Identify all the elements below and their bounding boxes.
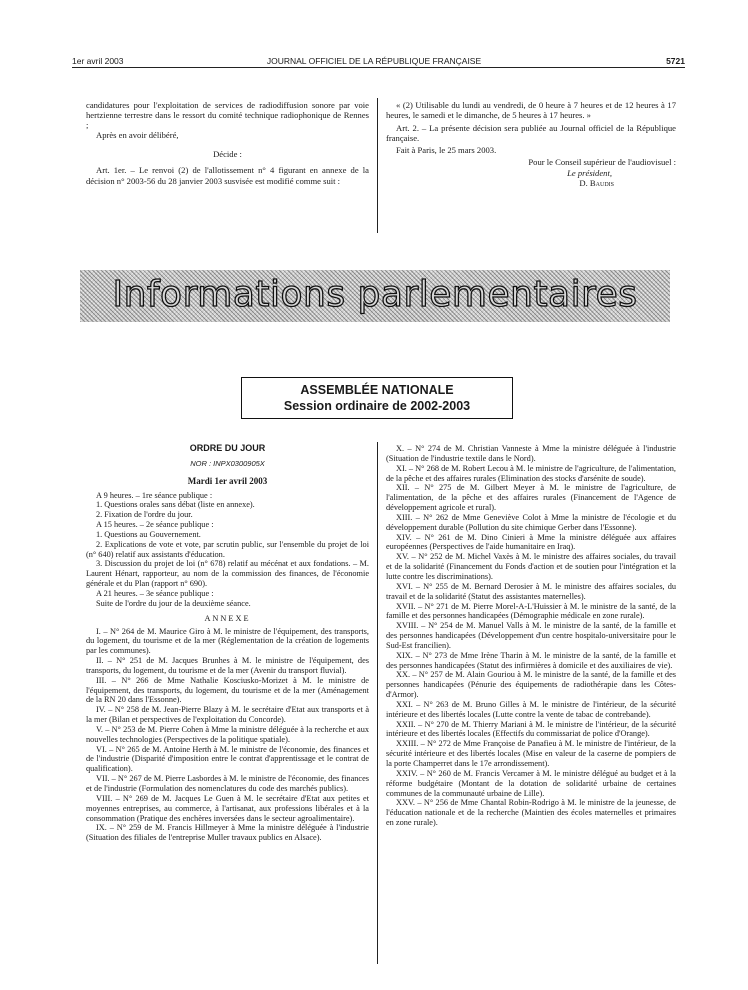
question-item: II. – N° 251 de M. Jacques Brunhes à M. le ministre de l'équipement, des transports, du logement, du tourisme et de la mer (Avenir du transport fluvial). bbox=[86, 656, 369, 675]
top-right-column bbox=[386, 100, 676, 188]
top-right-council: Pour le Conseil supérieur de l'audiovisuel : bbox=[528, 157, 676, 168]
main-column-divider bbox=[377, 442, 378, 964]
banner-title: Informations parlementaires bbox=[112, 274, 638, 315]
question-item: XVI. – N° 255 de M. Bernard Derosier à M. le ministre des affaires sociales, du travail et de la solidarité (Statut des assistantes maternelles). bbox=[386, 581, 676, 601]
question-item: VII. – N° 267 de M. Pierre Lasbordes à M. le ministre de l'économie, des finances et de l'industrie (Formulation des nomenclatures du code des marchés publics). bbox=[86, 774, 369, 793]
seance-3-item: Suite de l'ordre du jour de la deuxième séance. bbox=[96, 598, 251, 608]
seance-2-heading: A 15 heures. – 2e séance publique : bbox=[96, 520, 214, 530]
header-date: 1er avril 2003 bbox=[72, 56, 124, 66]
question-item: XVIII. – N° 254 de M. Manuel Valls à M. le ministre de la santé, de la famille et des personnes handicapées (Développement d'un centre hospitalo-universitaire pour le Sud-Est francilien). bbox=[386, 621, 676, 650]
seance-1-item-2: 2. Fixation de l'ordre du jour. bbox=[96, 510, 193, 520]
question-item: XXI. – N° 263 de M. Bruno Gilles à M. le ministre de l'intérieur, de la sécurité intérieure et des libertés locales (Lutte contre la vente de tabac de contrebande). bbox=[386, 699, 676, 719]
question-item: XXIII. – N° 272 de Mme Françoise de Panafieu à M. le ministre de l'intérieur, de la sécurité intérieure et des libertés locales (Mise en valeur de la caserne de pompiers de la porte Champerret dans le 17e arrondissement). bbox=[386, 739, 676, 768]
seance-1-heading: A 9 heures. – 1re séance publique : bbox=[96, 490, 213, 500]
question-item: I. – N° 264 de M. Maurice Giro à M. le ministre de l'équipement, des transports, du logement, du tourisme et de la mer (Réglementation de la création de logements par les communes). bbox=[86, 626, 369, 656]
ordre-du-jour-heading: ORDRE DU JOUR bbox=[189, 443, 266, 453]
question-item: XV. – N° 252 de M. Michel Vaxès à M. le ministre des affaires sociales, du travail et de la solidarité (Financement du Fonds d'action et de soutien pour l'intégration et la lutte contre les discriminations). bbox=[386, 552, 676, 581]
question-item: VI. – N° 265 de M. Antoine Herth à M. le ministre de l'économie, des finances et de l'industrie (Disparité d'imposition entre le contrat d'apprentissage et le contrat de qualification). bbox=[86, 744, 369, 774]
top-left-decide: Décide : bbox=[213, 149, 242, 160]
question-item: III. – N° 266 de Mme Nathalie Kosciusko-Morizet à M. le ministre de l'équipement, des transports, du logement, du tourisme et de la mer (Aménagement de la RN 20 dans l'Essonne). bbox=[86, 675, 369, 705]
question-item: XII. – N° 275 de M. Gilbert Meyer à M. le ministre de l'agriculture, de l'alimentation, de la pêche et des affaires rurales (Financement de l'Agence de développement agricole et rural). bbox=[386, 483, 676, 513]
question-item: XXII. – N° 270 de M. Thierry Mariani à M. le ministre de l'intérieur, de la sécurité intérieure et des libertés locales (Effectifs du commissariat de police d'Orange). bbox=[386, 719, 676, 739]
top-left-column bbox=[86, 100, 369, 186]
assembly-title: ASSEMBLÉE NATIONALE bbox=[300, 383, 454, 397]
question-item: XI. – N° 268 de M. Robert Lecou à M. le ministre de l'agriculture, de l'alimentation, de la pêche et des affaires rurales (Elimination des stocks d'arsénite de soude). bbox=[386, 463, 676, 483]
seance-3-heading: A 21 heures. – 3e séance publique : bbox=[96, 588, 214, 598]
right-column bbox=[386, 444, 676, 828]
header-journal-title: JOURNAL OFFICIEL DE LA RÉPUBLIQUE FRANÇAISE bbox=[266, 56, 482, 66]
question-item: XVII. – N° 271 de M. Pierre Morel-A-L'Huissier à M. le ministre de la santé, de la famille et des personnes handicapées (Démographie médicale en zone rurale). bbox=[386, 601, 676, 621]
nor-reference: NOR : INPX0300905X bbox=[190, 458, 265, 468]
question-item: X. – N° 274 de M. Christian Vanneste à Mme la ministre déléguée à l'industrie (Situation de l'industrie textile dans le Nord). bbox=[386, 444, 676, 463]
seance-2-item-3: 3. Discussion du projet de loi (n° 678) relatif au mécénat et aux fondations. – M. Laurent Hénart, rapporteur, au nom de la commission des finances, de l'économie générale et du Plan (rapport n° 690). bbox=[86, 559, 369, 589]
question-item: XXIV. – N° 260 de M. Francis Vercamer à M. le ministre délégué au budget et à la réforme budgétaire (Montant de la dotation de solidarité urbaine de certaines communes de la communauté urbaine de Lille). bbox=[386, 768, 676, 798]
question-item: XX. – N° 257 de M. Alain Gouriou à M. le ministre de la santé, de la famille et des personnes handicapées (Pénurie des équipements de radiothérapie dans les Côtes-d'Armor). bbox=[386, 670, 676, 700]
annexe-heading: ANNEXE bbox=[204, 613, 251, 623]
session-date: Mardi 1er avril 2003 bbox=[187, 475, 268, 486]
left-column bbox=[86, 444, 369, 843]
top-left-article-1: Art. 1er. – Le renvoi (2) de l'allotissement n° 4 figurant en annexe de la décision n° 2003-56 du 28 janvier 2003 susvisée est modifié comme suit : bbox=[86, 165, 369, 186]
question-item: XIX. – N° 273 de Mme Irène Tharin à M. le ministre de la santé, de la famille et des personnes handicapées (Statut des infirmières à domicile et des auxiliaires de vie). bbox=[386, 650, 676, 670]
seance-1-item-1: 1. Questions orales sans débat (liste en annexe). bbox=[96, 500, 255, 510]
question-item: VIII. – N° 269 de M. Jacques Le Guen à M. le secrétaire d'Etat aux petites et moyennes entreprises, au commerce, à l'artisanat, aux professions libérales et à la consommation (Pratique des enchères inversées dans le secteur agroalimentaire). bbox=[86, 793, 369, 823]
informations-parlementaires-banner bbox=[80, 270, 670, 322]
assembly-session: Session ordinaire de 2002-2003 bbox=[283, 399, 471, 413]
question-item: XXV. – N° 256 de Mme Chantal Robin-Rodrigo à M. le ministre de la jeunesse, de l'éducation nationale et de la recherche (Maintien des écoles maternelles et primaires en zone rurale). bbox=[386, 798, 676, 828]
top-right-president: Le président, bbox=[567, 167, 612, 178]
top-left-para-1: candidatures pour l'exploitation de services de radiodiffusion sonore par voie hertzienne terrestre dans le ressort du comité technique radiophonique de Rennes ; bbox=[86, 100, 369, 131]
seance-2-item-2: 2. Explications de vote et vote, par scrutin public, sur l'ensemble du projet de loi (n° 640) relatif aux assistants d'éducation. bbox=[86, 539, 369, 559]
header-page-number: 5721 bbox=[666, 56, 685, 66]
question-item: V. – N° 253 de M. Pierre Cohen à Mme la ministre déléguée à la recherche et aux nouvelles technologies (Perspectives de la politique spatiale). bbox=[86, 724, 369, 744]
question-item: IX. – N° 259 de M. Francis Hillmeyer à Mme la ministre déléguée à l'industrie (Situation des filiales de l'entreprise Muller travaux publics en Alsace). bbox=[86, 823, 369, 843]
top-right-date-line: Fait à Paris, le 25 mars 2003. bbox=[396, 145, 497, 156]
question-item: XIII. – N° 262 de Mme Geneviève Colot à Mme la ministre de l'écologie et du développement durable (Pollution du site chimique Gerber dans l'Essonne). bbox=[386, 512, 676, 532]
seance-2-item-1: 1. Questions au Gouvernement. bbox=[96, 529, 201, 539]
top-right-para-1: « (2) Utilisable du lundi au vendredi, de 0 heure à 7 heures et de 12 heures à 17 heures, le samedi et le dimanche, de 5 heures à 17 heures. » bbox=[386, 100, 676, 121]
top-column-divider bbox=[377, 98, 378, 233]
question-item: IV. – N° 258 de M. Jean-Pierre Blazy à M. le secrétaire d'Etat aux transports et à la mer (Bilan et perspectives de l'exploitation du Concorde). bbox=[86, 705, 369, 725]
assembly-box bbox=[241, 377, 513, 419]
top-right-article-2: Art. 2. – La présente décision sera publiée au Journal officiel de la République française. bbox=[386, 123, 676, 144]
top-left-para-2: Après en avoir délibéré, bbox=[96, 130, 179, 141]
top-right-signature: D. Baudis bbox=[579, 177, 614, 188]
header-rule bbox=[72, 67, 685, 68]
question-item: XIV. – N° 261 de M. Dino Cinieri à Mme la ministre déléguée aux affaires européennes (Perspectives de l'aide humanitaire en Iraq). bbox=[386, 532, 676, 552]
